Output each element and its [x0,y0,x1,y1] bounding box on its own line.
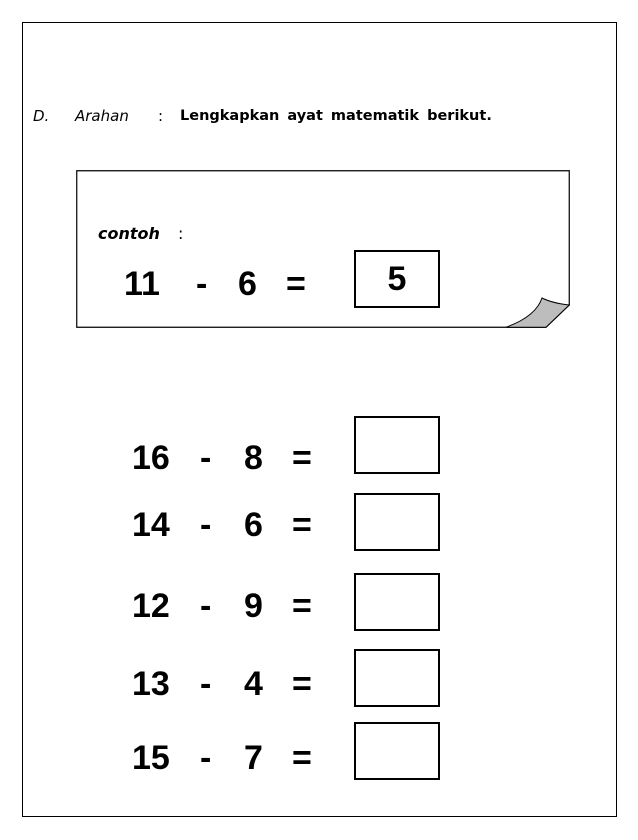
answer-box[interactable] [354,416,440,474]
question-operator: - [200,587,212,625]
instruction-text: Lengkapkan ayat matematik berikut. [180,108,492,124]
example-first-number: 11 [124,265,160,303]
answer-box[interactable] [354,493,440,551]
example-second-number: 6 [238,265,257,303]
example-card [76,170,570,328]
question-operator: - [200,439,212,477]
question-first-number: 13 [132,665,170,703]
question-second-number: 6 [244,506,263,544]
question-equals: = [292,739,312,777]
question-first-number: 15 [132,739,170,777]
page-border [22,22,617,817]
question-equals: = [292,587,312,625]
example-label: contoh [98,224,160,243]
question-operator: - [200,665,212,703]
example-equals: = [286,265,306,303]
question-second-number: 8 [244,439,263,477]
question-equals: = [292,439,312,477]
example-operator: - [196,265,208,303]
answer-box[interactable] [354,722,440,780]
question-second-number: 4 [244,665,263,703]
question-operator: - [200,739,212,777]
answer-box[interactable] [354,573,440,631]
example-answer-box [354,250,440,308]
question-first-number: 12 [132,587,170,625]
example-answer: 5 [387,259,407,298]
question-second-number: 9 [244,587,263,625]
folded-paper-shape [76,170,570,328]
question-second-number: 7 [244,739,263,777]
question-first-number: 16 [132,439,170,477]
instruction-label: Arahan [75,107,129,125]
answer-box[interactable] [354,649,440,707]
section-letter: D. [33,107,50,125]
question-equals: = [292,665,312,703]
instruction-colon: : [158,107,164,125]
question-equals: = [292,506,312,544]
question-first-number: 14 [132,506,170,544]
example-colon: : [178,224,184,243]
question-operator: - [200,506,212,544]
